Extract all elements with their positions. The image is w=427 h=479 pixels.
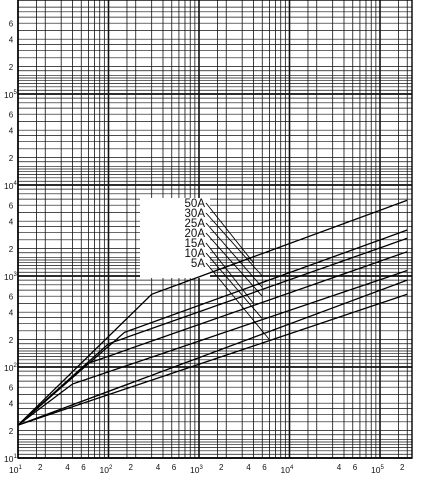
series-label: 20A [184, 228, 205, 240]
grid [18, 0, 412, 458]
x-tick-label: 6 [81, 463, 86, 472]
y-tick-label: 4 [8, 35, 14, 45]
x-tick-label: 4 [336, 463, 342, 472]
series-label: 30A [184, 208, 205, 220]
x-tick-label: 4 [246, 463, 251, 472]
y-tick-label: 2 [8, 245, 14, 255]
y-tick-label: 6 [8, 201, 14, 211]
y-tick-label: 6 [8, 383, 14, 393]
x-tick-label: 2 [128, 463, 133, 472]
x-tick-labels [9, 463, 405, 475]
x-tick-label: 6 [352, 463, 358, 472]
series-line [18, 252, 407, 425]
y-tick-label: 6 [8, 292, 14, 302]
y-tick-label: 2 [8, 336, 14, 346]
y-tick-label: 6 [8, 110, 14, 120]
series-label: 10A [184, 248, 205, 260]
legend-labels [185, 198, 206, 270]
series-line [18, 270, 407, 425]
y-tick-label: 4 [8, 217, 14, 227]
x-tick-label: 4 [155, 463, 161, 472]
series-lines [18, 200, 407, 425]
x-tick-label: 2 [400, 463, 405, 472]
y-tick-label: $10^1$ [4, 454, 17, 464]
y-tick-label: 4 [8, 308, 14, 318]
y-tick-label: 4 [8, 399, 14, 409]
series-label: 50A [184, 198, 205, 210]
x-tick-label: 4 [65, 463, 70, 472]
y-tick-label: $10^4$ [4, 181, 17, 191]
series-label: 5A [190, 258, 205, 270]
x-tick-label: $10^5$ [371, 465, 384, 475]
y-tick-label: 2 [8, 63, 14, 73]
y-tick-label: $10^3$ [4, 272, 17, 282]
x-tick-label: $10^1$ [9, 465, 22, 475]
series-line [18, 200, 407, 425]
x-tick-label: 6 [262, 463, 267, 472]
y-tick-label: $10^2$ [4, 363, 17, 373]
x-tick-label: $10^2$ [99, 465, 113, 475]
x-tick-label: 6 [171, 463, 177, 472]
series-label: 15A [184, 238, 205, 250]
y-tick-label: 2 [8, 427, 14, 437]
series-label: 25A [184, 218, 205, 230]
y-tick-label: $10^5$ [4, 90, 17, 100]
x-tick-label: $10^4$ [280, 465, 294, 475]
y-tick-label: 6 [8, 19, 14, 29]
x-tick-label: $10^3$ [190, 465, 203, 475]
x-tick-label: 2 [219, 463, 224, 472]
series-line [18, 238, 407, 425]
y-tick-labels [4, 20, 17, 464]
y-tick-label: 2 [8, 154, 14, 164]
x-tick-label: 2 [38, 463, 43, 472]
y-tick-label: 4 [8, 126, 14, 136]
